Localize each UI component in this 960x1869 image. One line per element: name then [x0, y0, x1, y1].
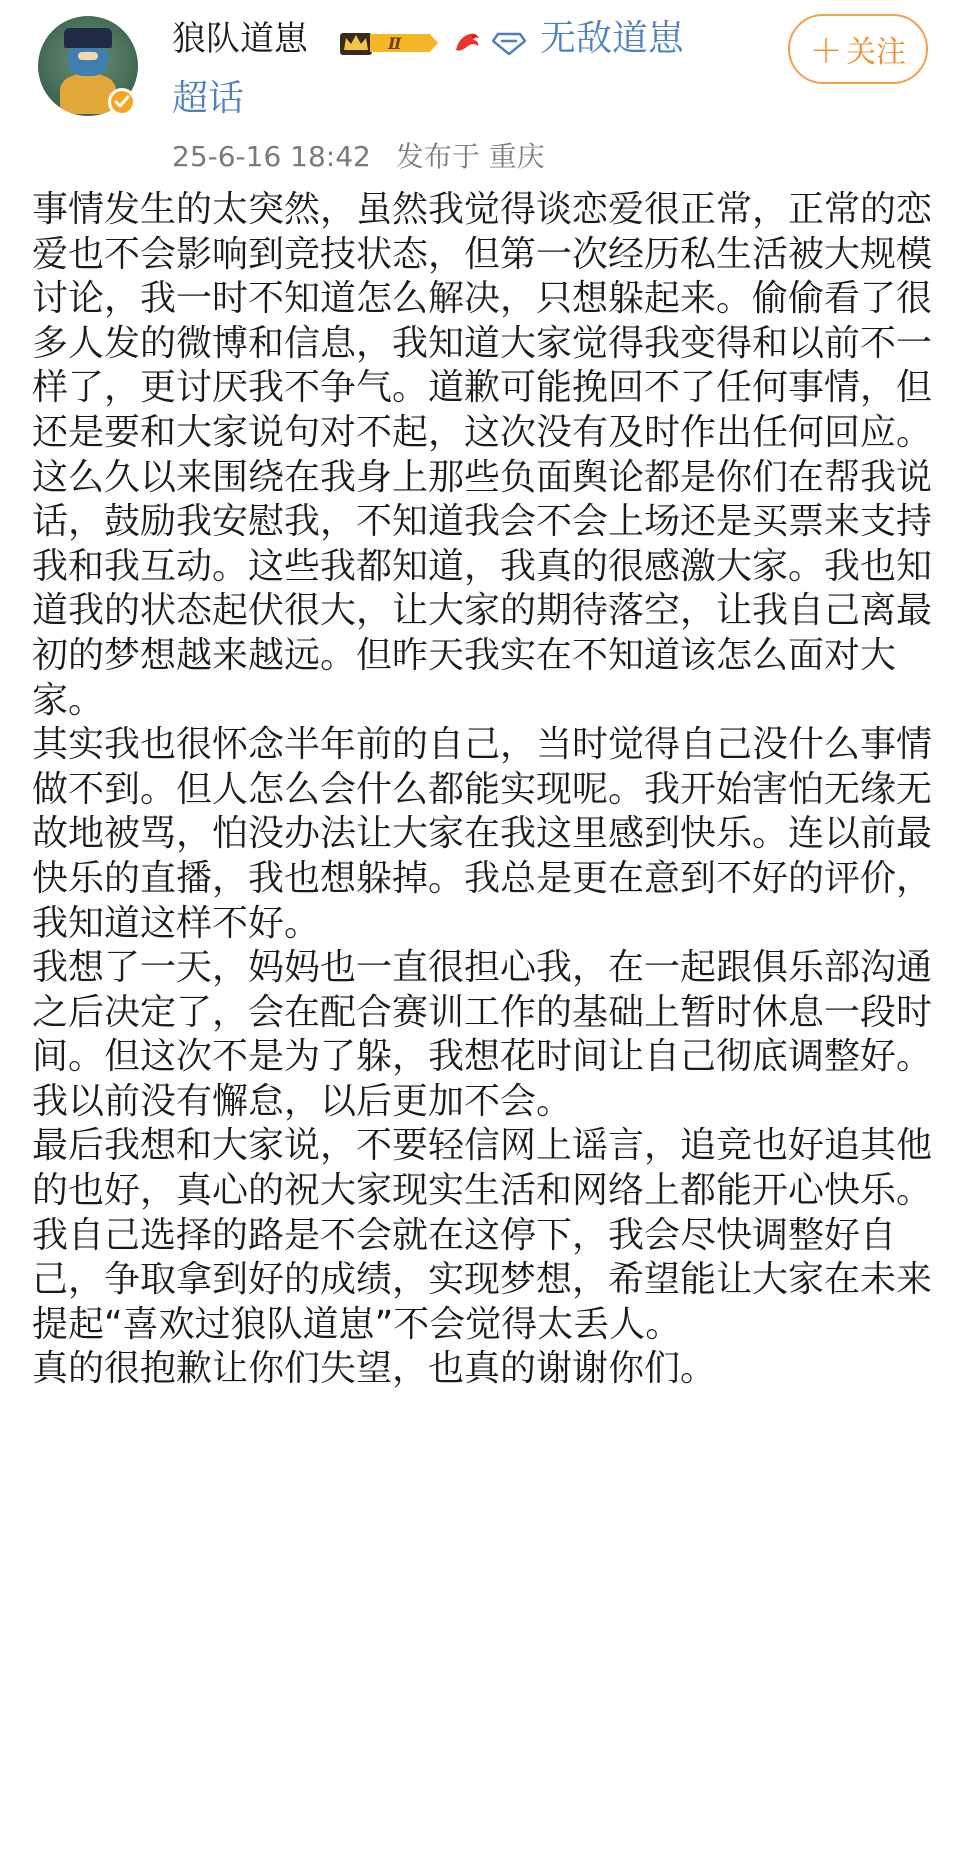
- super-topic-link[interactable]: 无敌道崽: [540, 18, 685, 59]
- avatar-figure-face: [78, 52, 98, 60]
- post-paragraph: 我自己选择的路是不会就在这停下，我会尽快调整好自己，争取拿到好的成绩，实现梦想，希望能让大家在未来提起“喜欢过狼队道崽”不会觉得太丢人。: [32, 1214, 933, 1345]
- avatar-figure-body: [60, 74, 116, 114]
- follow-button[interactable]: [788, 14, 928, 84]
- post-paragraph: 事情发生的太突然，虽然我觉得谈恋爱很正常，正常的恋爱也不会影响到竞技状态，但第一次经历私生活被大规模讨论，我一时不知道怎么解决，只想躲起来。偷偷看了很多人发的微博和信息，我知道大家觉得我变得和以前不一样了，更讨厌我不争气。道歉可能挽回不了任何事情，但还是要和大家说句对不起，这次没有及时作出任何回应。这么久以来围绕在我身上那些负面舆论都是你们在帮我说话，鼓励我安慰我，不知道我会不会上场还是买票来支持我和我互动。这些我都知道，我真的很感激大家。我也知道我的状态起伏很大，让大家的期待落空，让我自己离最初的梦想越来越远。但昨天我实在不知道该怎么面对大家。: [32, 189, 933, 721]
- post-paragraph: 最后我想和大家说，不要轻信网上谣言，追竞也好追其他的也好，真心的祝大家现实生活和网络上都能开心快乐。: [32, 1125, 933, 1212]
- post-paragraph: 真的很抱歉让你们失望，也真的谢谢你们。: [32, 1348, 717, 1390]
- avatar-figure-hat: [64, 28, 112, 48]
- post-meta: [172, 140, 561, 174]
- verified-check-icon: [108, 88, 136, 116]
- post-paragraph: 我想了一天，妈妈也一直很担心我，在一起跟俱乐部沟通之后决定了，会在配合赛训工作的基础上暂时休息一段时间。但这次不是为了躲，我想花时间让自己彻底调整好。我以前没有懈怠，以后更加不会。: [32, 947, 933, 1122]
- post-header: [0, 0, 960, 175]
- post-time: 25-6-16 18:42: [172, 140, 371, 173]
- member-crown-level-icon: [340, 30, 440, 56]
- follow-button-label: 关注: [846, 35, 906, 70]
- super-topic-suffix[interactable]: 超话: [172, 78, 245, 119]
- plus-icon: ＋: [809, 32, 842, 70]
- red-flame-icon: [452, 28, 482, 56]
- post-paragraph: 其实我也很怀念半年前的自己，当时觉得自己没什么事情做不到。但人怎么会什么都能实现呢。我开始害怕无缘无故地被骂，怕没办法让大家在我这里感到快乐。连以前最快乐的直播，我也想躲掉。我总是更在意到不好的评价，我知道这样不好。: [32, 724, 933, 944]
- username[interactable]: 狼队道崽: [172, 19, 308, 59]
- post-location: 发布于 重庆: [395, 140, 545, 173]
- member-level-text: Ⅱ: [388, 34, 402, 53]
- post-body: [32, 188, 932, 1392]
- super-topic-diamond-icon: [492, 30, 526, 56]
